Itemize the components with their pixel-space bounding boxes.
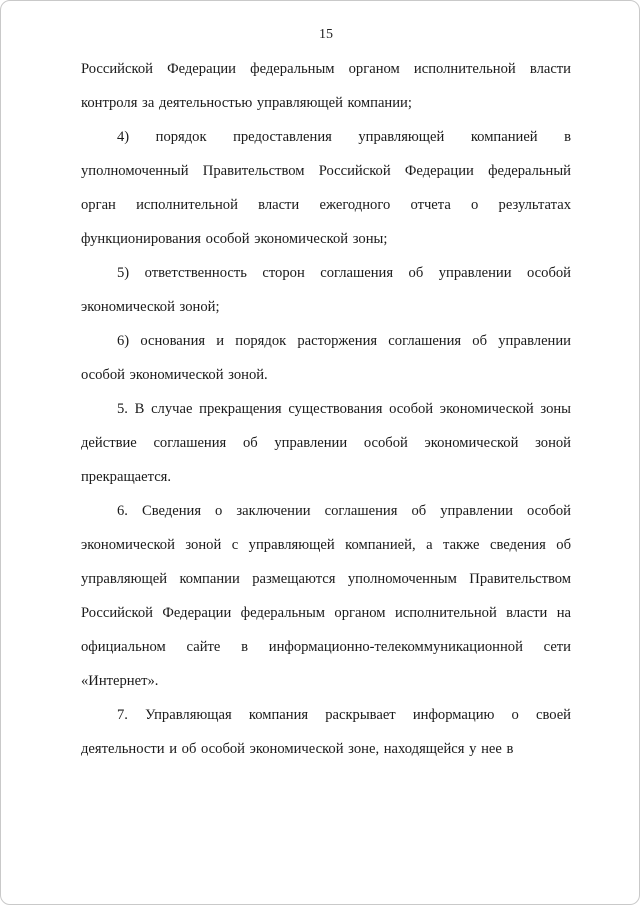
paragraph-item-5: 5) ответственность сторон соглашения об управлении особой экономической зоной; [81, 265, 571, 315]
paragraph-item-4: 4) порядок предоставления управляющей компанией в уполномоченный Правительством Российской Федерации федеральный орган исполнительной власти ежегодного отчета о результатах функционирования особой экономической зоны; [81, 129, 571, 247]
paragraph-clause-5: 5. В случае прекращения существования особой экономической зоны действие соглашения об управлении особой экономической зоной прекращается. [81, 401, 571, 485]
paragraph-clause-6: 6. Сведения о заключении соглашения об управлении особой экономической зоной с управляющей компанией, а также сведения об управляющей компании размещаются уполномоченным Правительством Российской Федерации федеральным органом исполнительной власти на официальном сайте в информационно-телекоммуникационной сети «Интернет». [81, 503, 571, 689]
paragraph-clause-7: 7. Управляющая компания раскрывает информацию о своей деятельности и об особой экономической зоне, находящейся у нее в [81, 707, 571, 757]
paragraph-item-6: 6) основания и порядок расторжения соглашения об управлении особой экономической зоной. [81, 333, 571, 383]
paragraph-continuation: Российской Федерации федеральным органом исполнительной власти контроля за деятельностью управляющей компании; [81, 61, 571, 111]
page-number: 15 [319, 27, 333, 42]
